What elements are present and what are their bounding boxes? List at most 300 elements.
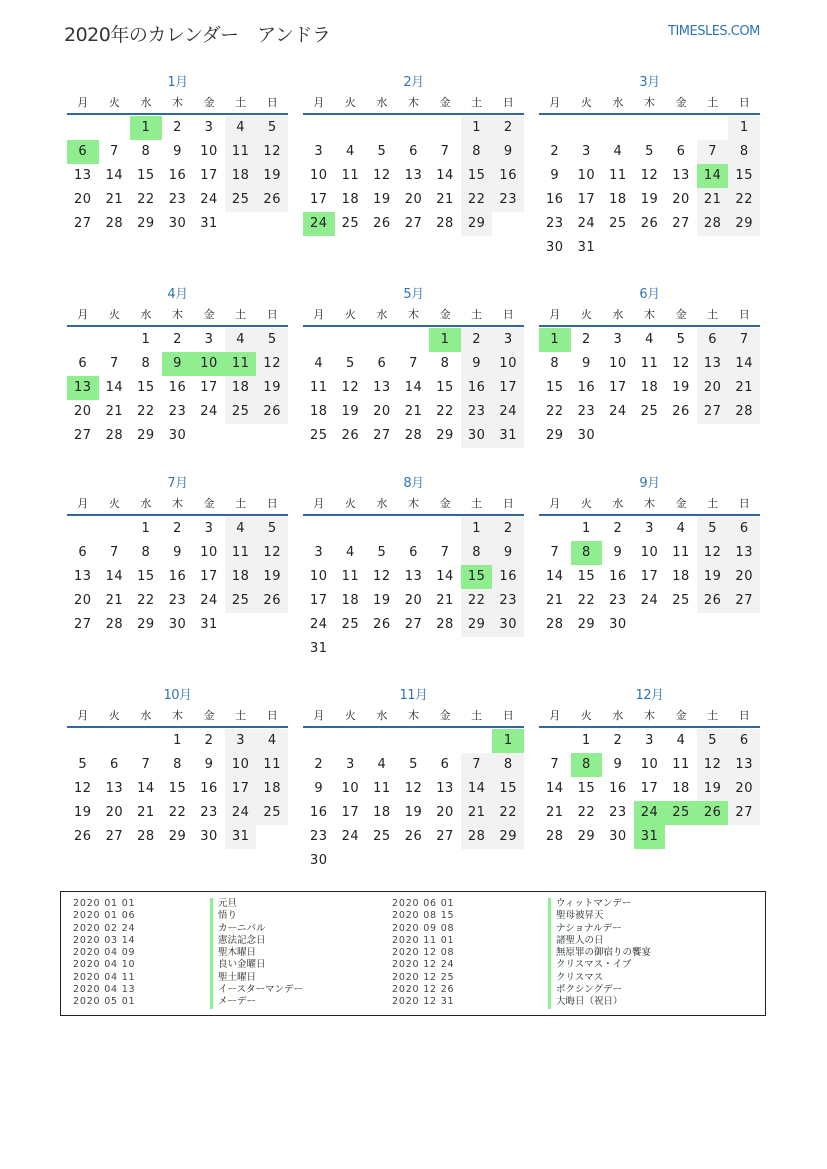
- weekday-label: 日: [266, 96, 278, 109]
- day-cell: 29: [137, 216, 155, 231]
- day-cell: 9: [550, 168, 560, 183]
- weekday-label: 土: [235, 709, 247, 722]
- day-cell: 24: [634, 801, 666, 825]
- day-cell: 13: [404, 168, 423, 183]
- empty-cell: [366, 517, 398, 541]
- day-grid: [539, 328, 760, 448]
- day-cell: 1: [492, 729, 524, 753]
- day-cell: 4: [256, 729, 288, 753]
- holiday-name: ボクシングデー: [548, 984, 651, 996]
- day-cell: 21: [461, 801, 493, 825]
- day-cell: 25: [341, 216, 360, 231]
- day-cell: 13: [404, 569, 423, 584]
- day-cell: 25: [373, 829, 391, 844]
- day-cell: 28: [461, 825, 493, 849]
- day-cell: 12: [404, 781, 423, 796]
- day-cell: 2: [550, 144, 560, 159]
- day-cell: 23: [609, 805, 627, 820]
- day-cell: 1: [429, 328, 461, 352]
- day-cell: 8: [492, 753, 524, 777]
- day-cell: 23: [310, 829, 328, 844]
- day-cell: 9: [492, 541, 524, 565]
- day-cell: 11: [225, 541, 257, 565]
- day-cell: 16: [461, 376, 493, 400]
- empty-cell: [429, 116, 461, 140]
- day-cell: 7: [409, 356, 418, 371]
- empty-cell: [303, 517, 335, 541]
- empty-cell: [67, 328, 99, 352]
- empty-cell: [303, 116, 335, 140]
- day-cell: 28: [546, 617, 564, 632]
- day-cell: 28: [697, 212, 729, 236]
- day-cell: 12: [341, 380, 360, 395]
- weekday-label: 火: [344, 96, 356, 109]
- day-cell: 20: [436, 805, 454, 820]
- day-cell: 29: [492, 825, 524, 849]
- day-cell: 31: [634, 825, 666, 849]
- day-cell: 4: [645, 332, 654, 347]
- day-cell: 15: [461, 164, 493, 188]
- day-cell: 3: [581, 144, 591, 159]
- day-cell: 22: [577, 593, 596, 608]
- day-cell: 15: [728, 164, 760, 188]
- day-cell: 29: [137, 428, 155, 443]
- day-cell: 14: [404, 380, 423, 395]
- day-cell: 2: [492, 517, 524, 541]
- empty-cell: [366, 116, 398, 140]
- day-cell: 23: [168, 404, 187, 419]
- month-5: [303, 285, 524, 448]
- day-cell: 14: [546, 781, 564, 796]
- day-cell: 8: [461, 140, 493, 164]
- day-cell: 4: [345, 144, 355, 159]
- day-cell: 11: [256, 753, 288, 777]
- day-cell: 6: [676, 144, 686, 159]
- day-cell: 7: [461, 753, 493, 777]
- day-cell: 13: [728, 541, 760, 565]
- day-cell: 21: [436, 192, 454, 207]
- weekday-header: [539, 93, 760, 115]
- day-cell: 15: [461, 565, 493, 589]
- day-cell: 27: [436, 829, 454, 844]
- day-cell: 26: [640, 216, 659, 231]
- day-cell: 3: [613, 332, 623, 347]
- day-cell: 13: [67, 376, 99, 400]
- holiday-name: 良い金曜日: [210, 959, 303, 971]
- weekday-label: 水: [612, 308, 624, 321]
- day-cell: 27: [404, 216, 423, 231]
- day-cell: 2: [314, 757, 324, 772]
- weekday-label: 月: [549, 308, 561, 321]
- month-name: 10月: [163, 688, 192, 703]
- day-cell: 5: [645, 144, 654, 159]
- day-cell: 12: [672, 356, 690, 371]
- day-cell: 22: [168, 805, 187, 820]
- day-cell: 23: [546, 216, 564, 231]
- day-cell: 9: [162, 352, 194, 376]
- day-cell: 30: [461, 424, 493, 448]
- day-cell: 9: [581, 356, 591, 371]
- day-cell: 29: [168, 829, 187, 844]
- weekday-header: [67, 305, 288, 327]
- holiday-date: 2020 01 01: [73, 898, 136, 909]
- day-cell: 14: [436, 168, 454, 183]
- holiday-date: 2020 12 31: [392, 996, 455, 1008]
- day-cell: 16: [609, 781, 627, 796]
- day-cell: 13: [697, 352, 729, 376]
- day-cell: 1: [141, 332, 151, 347]
- empty-cell: [398, 517, 430, 541]
- day-cell: 24: [200, 192, 218, 207]
- day-cell: 29: [461, 613, 493, 637]
- day-cell: 23: [461, 400, 493, 424]
- day-cell: 9: [173, 545, 182, 560]
- weekday-label: 木: [643, 308, 655, 321]
- weekday-label: 木: [171, 497, 183, 510]
- day-cell: 7: [141, 757, 151, 772]
- weekday-label: 月: [313, 96, 325, 109]
- weekday-label: 土: [707, 497, 719, 510]
- day-cell: 4: [676, 733, 686, 748]
- weekday-header: [539, 305, 760, 327]
- brand-logo-text[interactable]: TIMESLES.COM: [668, 24, 760, 39]
- day-cell: 23: [168, 192, 187, 207]
- month-name: 1月: [167, 75, 188, 90]
- weekday-label: 水: [376, 96, 388, 109]
- day-cell: 6: [109, 757, 119, 772]
- day-cell: 31: [492, 424, 524, 448]
- weekday-label: 火: [580, 308, 592, 321]
- weekday-label: 月: [313, 308, 325, 321]
- day-grid: [539, 517, 760, 637]
- day-cell: 26: [697, 589, 729, 613]
- empty-cell: [697, 116, 729, 140]
- day-cell: 21: [546, 805, 564, 820]
- day-cell: 13: [672, 168, 690, 183]
- month-11: [303, 686, 524, 873]
- holiday-date: 2020 12 25: [392, 971, 455, 983]
- empty-cell: [335, 116, 367, 140]
- weekday-label: 金: [439, 497, 451, 510]
- day-cell: 2: [173, 521, 182, 536]
- day-cell: 3: [225, 729, 257, 753]
- day-cell: 14: [546, 569, 564, 584]
- day-cell: 8: [571, 753, 603, 777]
- day-cell: 7: [728, 328, 760, 352]
- day-cell: 25: [256, 801, 288, 825]
- weekday-label: 日: [266, 497, 278, 510]
- day-cell: 27: [74, 216, 92, 231]
- day-cell: 10: [310, 168, 328, 183]
- day-cell: 11: [310, 380, 328, 395]
- day-cell: 28: [436, 216, 454, 231]
- holiday-name: メーデー: [210, 996, 303, 1008]
- day-cell: 26: [341, 428, 360, 443]
- day-cell: 16: [168, 380, 187, 395]
- day-cell: 22: [137, 404, 155, 419]
- day-cell: 15: [137, 380, 155, 395]
- day-cell: 19: [74, 805, 92, 820]
- day-cell: 28: [436, 617, 454, 632]
- empty-cell: [461, 729, 493, 753]
- month-name: 9月: [639, 476, 660, 491]
- day-cell: 30: [168, 617, 187, 632]
- day-grid: [539, 116, 760, 260]
- weekday-label: 月: [77, 709, 89, 722]
- weekday-label: 土: [471, 497, 483, 510]
- day-cell: 15: [492, 777, 524, 801]
- weekday-label: 金: [203, 96, 215, 109]
- day-cell: 3: [204, 332, 214, 347]
- day-cell: 5: [256, 116, 288, 140]
- day-cell: 4: [613, 144, 623, 159]
- weekday-label: 金: [203, 497, 215, 510]
- day-cell: 17: [310, 192, 328, 207]
- day-cell: 4: [225, 328, 257, 352]
- weekday-label: 日: [266, 308, 278, 321]
- weekday-label: 月: [549, 709, 561, 722]
- weekday-header: [539, 494, 760, 516]
- day-cell: 30: [168, 216, 187, 231]
- day-cell: 24: [341, 829, 360, 844]
- day-cell: 5: [345, 356, 355, 371]
- day-cell: 6: [78, 545, 88, 560]
- holiday-name: クリスマス・イブ: [548, 959, 651, 971]
- day-cell: 28: [546, 829, 564, 844]
- weekday-label: 土: [471, 709, 483, 722]
- weekday-label: 土: [471, 308, 483, 321]
- day-cell: 30: [492, 613, 524, 637]
- day-cell: 6: [409, 144, 418, 159]
- day-cell: 22: [436, 404, 454, 419]
- empty-cell: [130, 729, 162, 753]
- day-cell: 31: [200, 216, 218, 231]
- day-cell: 5: [377, 144, 387, 159]
- empty-cell: [335, 729, 367, 753]
- day-cell: 18: [310, 404, 328, 419]
- month-10: [67, 686, 288, 849]
- weekday-label: 金: [203, 709, 215, 722]
- weekday-label: 土: [471, 96, 483, 109]
- day-cell: 1: [581, 733, 591, 748]
- weekday-label: 水: [612, 709, 624, 722]
- weekday-label: 水: [376, 308, 388, 321]
- day-cell: 8: [141, 545, 151, 560]
- day-cell: 30: [168, 428, 187, 443]
- weekday-label: 木: [171, 96, 183, 109]
- day-cell: 26: [74, 829, 92, 844]
- day-cell: 10: [640, 757, 659, 772]
- day-cell: 19: [697, 777, 729, 801]
- day-cell: 29: [728, 212, 760, 236]
- day-cell: 2: [613, 521, 623, 536]
- weekday-label: 水: [140, 709, 152, 722]
- weekday-label: 火: [344, 709, 356, 722]
- weekday-label: 日: [738, 497, 750, 510]
- weekday-header: [67, 494, 288, 516]
- holiday-date: 2020 04 11: [73, 971, 136, 983]
- day-cell: 15: [137, 569, 155, 584]
- day-cell: 24: [303, 212, 335, 236]
- day-grid: [67, 517, 288, 637]
- weekday-label: 火: [580, 709, 592, 722]
- empty-cell: [366, 729, 398, 753]
- holiday-name: 聖母被昇天: [548, 910, 651, 922]
- day-cell: 30: [609, 617, 627, 632]
- day-cell: 1: [581, 521, 591, 536]
- empty-cell: [398, 116, 430, 140]
- empty-cell: [303, 328, 335, 352]
- day-cell: 15: [168, 781, 187, 796]
- day-cell: 28: [105, 216, 124, 231]
- empty-cell: [539, 729, 571, 753]
- day-cell: 18: [672, 569, 690, 584]
- day-cell: 1: [141, 521, 151, 536]
- day-cell: 18: [672, 781, 690, 796]
- day-cell: 17: [341, 805, 360, 820]
- day-cell: 5: [377, 545, 387, 560]
- day-cell: 22: [461, 589, 493, 613]
- weekday-header: [539, 706, 760, 728]
- day-cell: 23: [609, 593, 627, 608]
- day-cell: 26: [697, 801, 729, 825]
- day-cell: 7: [440, 545, 450, 560]
- day-cell: 20: [74, 593, 92, 608]
- day-cell: 8: [571, 541, 603, 565]
- day-cell: 18: [225, 565, 257, 589]
- day-cell: 3: [345, 757, 355, 772]
- day-cell: 14: [697, 164, 729, 188]
- day-cell: 19: [373, 593, 391, 608]
- day-cell: 13: [436, 781, 454, 796]
- day-cell: 12: [256, 541, 288, 565]
- day-cell: 6: [697, 328, 729, 352]
- day-cell: 19: [256, 164, 288, 188]
- weekday-label: 土: [707, 709, 719, 722]
- day-cell: 17: [200, 380, 218, 395]
- day-cell: 13: [74, 569, 92, 584]
- empty-cell: [602, 116, 634, 140]
- day-cell: 20: [672, 192, 690, 207]
- month-name: 11月: [399, 688, 428, 703]
- weekday-label: 水: [140, 308, 152, 321]
- weekday-label: 金: [675, 709, 687, 722]
- day-cell: 22: [137, 593, 155, 608]
- day-cell: 5: [697, 729, 729, 753]
- day-cell: 29: [137, 617, 155, 632]
- day-cell: 29: [436, 428, 454, 443]
- day-cell: 23: [577, 404, 596, 419]
- holiday-name: カーニバル: [210, 923, 303, 935]
- day-cell: 1: [539, 328, 571, 352]
- weekday-label: 木: [643, 709, 655, 722]
- holiday-name: 無原罪の御宿りの饗宴: [548, 947, 651, 959]
- weekday-label: 土: [235, 497, 247, 510]
- empty-cell: [335, 517, 367, 541]
- holiday-name: ナショナルデー: [548, 923, 651, 935]
- month-name: 8月: [403, 476, 424, 491]
- holiday-name: 聖土曜日: [210, 972, 303, 984]
- weekday-label: 水: [612, 96, 624, 109]
- day-cell: 10: [609, 356, 627, 371]
- holiday-date: 2020 04 13: [73, 984, 136, 996]
- day-cell: 10: [310, 569, 328, 584]
- month-name: 2月: [403, 75, 424, 90]
- day-cell: 19: [672, 380, 690, 395]
- day-cell: 8: [440, 356, 450, 371]
- day-cell: 13: [105, 781, 124, 796]
- day-cell: 2: [492, 116, 524, 140]
- day-cell: 26: [256, 589, 288, 613]
- day-cell: 21: [436, 593, 454, 608]
- day-cell: 15: [577, 569, 596, 584]
- day-cell: 3: [645, 733, 654, 748]
- day-cell: 29: [546, 428, 564, 443]
- day-cell: 18: [341, 593, 360, 608]
- day-cell: 27: [74, 428, 92, 443]
- month-2: [303, 73, 524, 236]
- day-cell: 27: [728, 589, 760, 613]
- day-cell: 31: [310, 641, 328, 656]
- day-cell: 14: [105, 168, 124, 183]
- day-cell: 26: [256, 400, 288, 424]
- empty-cell: [539, 116, 571, 140]
- day-cell: 24: [577, 216, 596, 231]
- day-cell: 5: [256, 517, 288, 541]
- weekday-label: 金: [675, 96, 687, 109]
- weekday-label: 土: [707, 308, 719, 321]
- day-cell: 20: [728, 777, 760, 801]
- day-cell: 16: [546, 192, 564, 207]
- day-cell: 21: [404, 404, 423, 419]
- weekday-label: 火: [108, 308, 120, 321]
- day-cell: 21: [105, 192, 124, 207]
- day-cell: 26: [404, 829, 423, 844]
- day-cell: 11: [341, 168, 360, 183]
- holiday-date: 2020 04 09: [73, 947, 136, 959]
- day-cell: 21: [105, 404, 124, 419]
- day-cell: 25: [225, 400, 257, 424]
- day-cell: 19: [640, 192, 659, 207]
- day-cell: 19: [373, 192, 391, 207]
- day-cell: 10: [492, 352, 524, 376]
- day-cell: 1: [461, 116, 493, 140]
- empty-cell: [99, 517, 131, 541]
- day-cell: 17: [200, 569, 218, 584]
- weekday-label: 土: [235, 96, 247, 109]
- day-cell: 8: [141, 356, 151, 371]
- day-cell: 27: [74, 617, 92, 632]
- day-cell: 13: [373, 380, 391, 395]
- day-cell: 19: [697, 565, 729, 589]
- weekday-label: 金: [439, 308, 451, 321]
- day-cell: 8: [550, 356, 560, 371]
- day-cell: 8: [173, 757, 182, 772]
- day-cell: 11: [640, 356, 659, 371]
- holiday-list: [60, 891, 766, 1016]
- day-cell: 31: [577, 240, 596, 255]
- day-cell: 18: [225, 164, 257, 188]
- day-cell: 18: [256, 777, 288, 801]
- empty-cell: [67, 729, 99, 753]
- day-cell: 19: [256, 376, 288, 400]
- day-cell: 26: [672, 404, 690, 419]
- holiday-names-col-1: [210, 898, 303, 1009]
- day-cell: 27: [672, 216, 690, 231]
- day-cell: 10: [200, 545, 218, 560]
- day-cell: 14: [728, 352, 760, 376]
- day-cell: 22: [492, 801, 524, 825]
